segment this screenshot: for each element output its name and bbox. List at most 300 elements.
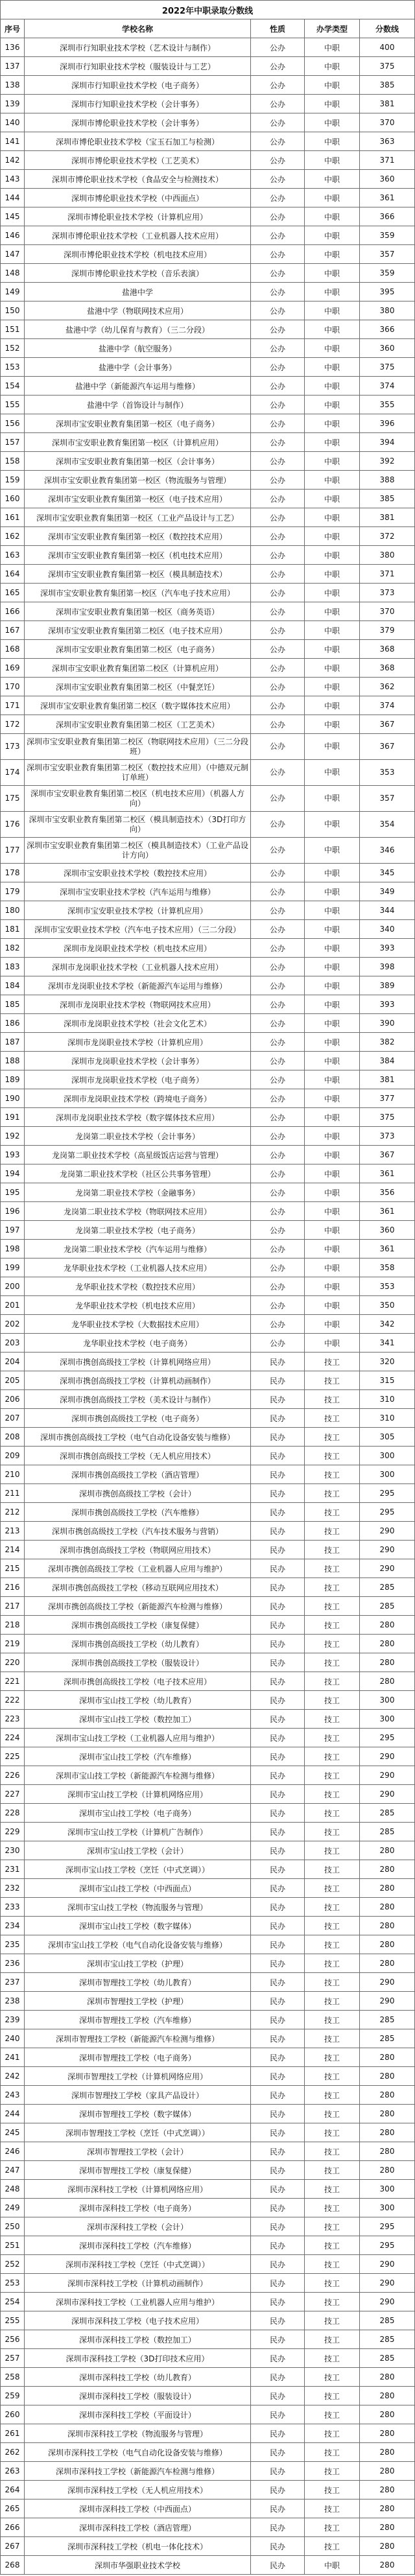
row-number: 225 <box>0 1747 25 1766</box>
table-row <box>0 1710 415 1729</box>
table-row <box>0 2142 415 2161</box>
table-row <box>0 1315 415 1334</box>
school-type: 中职 <box>305 565 360 584</box>
school-type: 技工 <box>305 2349 360 2368</box>
table-row <box>0 490 415 508</box>
school-name: 深圳市宝安职业教育集团第一校区（电子商务） <box>25 414 251 433</box>
school-nature: 公办 <box>251 170 305 189</box>
table-row <box>0 264 415 283</box>
school-nature: 民办 <box>251 1353 305 1371</box>
score-line: 280 <box>360 1917 415 1935</box>
score-line: 374 <box>360 377 415 396</box>
score-line: 285 <box>360 1597 415 1616</box>
school-nature: 民办 <box>251 1917 305 1935</box>
school-nature: 民办 <box>251 2067 305 2086</box>
table-row <box>0 1146 415 1164</box>
score-line: 300 <box>360 1465 415 1484</box>
table-row <box>0 245 415 264</box>
school-name: 盐港中学（物联网技术应用） <box>25 301 251 320</box>
school-nature: 民办 <box>251 2048 305 2067</box>
score-line: 354 <box>360 812 415 838</box>
table-row <box>0 2462 415 2481</box>
school-name: 深圳市深科技工学校（3D打印技术应用） <box>25 2349 251 2368</box>
school-type: 技工 <box>305 2217 360 2236</box>
school-type: 中职 <box>305 358 360 377</box>
score-line: 345 <box>360 864 415 882</box>
school-name: 深圳市智理技工学校（数字媒体） <box>25 2105 251 2123</box>
score-line: 396 <box>360 414 415 433</box>
table-row <box>0 2443 415 2462</box>
school-type: 技工 <box>305 2236 360 2255</box>
header-score: 分数线 <box>360 19 415 38</box>
score-line: 398 <box>360 958 415 976</box>
score-line: 280 <box>360 1879 415 1898</box>
score-line: 290 <box>360 1973 415 1992</box>
school-type: 技工 <box>305 1954 360 1973</box>
school-name: 深圳市宝安职业教育集团第一校区（电子技术应用） <box>25 490 251 508</box>
school-nature: 公办 <box>251 1183 305 1202</box>
school-nature: 民办 <box>251 2311 305 2330</box>
school-nature: 公办 <box>251 1221 305 1240</box>
school-nature: 民办 <box>251 2105 305 2123</box>
table-row <box>0 546 415 565</box>
school-name: 深圳市宝安职业教育集团第一校区（机电技术应用） <box>25 546 251 565</box>
table-row <box>0 1409 415 1428</box>
table-row <box>0 2067 415 2086</box>
row-number: 229 <box>0 1823 25 1841</box>
table-row <box>0 1033 415 1052</box>
school-nature: 民办 <box>251 1371 305 1390</box>
school-name: 深圳市宝安职业教育集团第一校区（商务英语） <box>25 602 251 621</box>
school-type: 中职 <box>305 433 360 452</box>
row-number: 158 <box>0 452 25 471</box>
school-type: 中职 <box>305 864 360 882</box>
row-number: 215 <box>0 1559 25 1578</box>
table-row <box>0 1371 415 1390</box>
table-row <box>0 1541 415 1559</box>
school-type: 中职 <box>305 38 360 57</box>
school-type: 中职 <box>305 396 360 414</box>
school-nature: 公办 <box>251 715 305 734</box>
school-nature: 公办 <box>251 760 305 786</box>
school-nature: 民办 <box>251 2443 305 2462</box>
school-type: 中职 <box>305 490 360 508</box>
school-type: 中职 <box>305 678 360 696</box>
score-line: 381 <box>360 95 415 113</box>
row-number: 138 <box>0 76 25 95</box>
school-name: 深圳市智理技工学校（会计） <box>25 2142 251 2161</box>
school-name: 龙岗第二职业技术学校（会计事务） <box>25 1127 251 1146</box>
score-line: 280 <box>360 1616 415 1635</box>
header-school-name: 学校名称 <box>25 19 251 38</box>
score-line: 392 <box>360 452 415 471</box>
score-line: 285 <box>360 2011 415 2029</box>
row-number: 256 <box>0 2330 25 2349</box>
school-name: 盐港中学（会计事务） <box>25 358 251 377</box>
school-type: 中职 <box>305 1240 360 1258</box>
school-nature: 民办 <box>251 2405 305 2424</box>
row-number: 201 <box>0 1296 25 1315</box>
school-type: 技工 <box>305 1860 360 1879</box>
table-row <box>0 1258 415 1277</box>
score-line: 310 <box>360 1390 415 1409</box>
school-nature: 公办 <box>251 132 305 151</box>
school-type: 中职 <box>305 958 360 976</box>
table-row <box>0 1447 415 1465</box>
table-row <box>0 76 415 95</box>
table-row <box>0 95 415 113</box>
score-line: 285 <box>360 2029 415 2048</box>
row-number: 205 <box>0 1371 25 1390</box>
school-nature: 公办 <box>251 678 305 696</box>
school-name: 深圳市龙岗职业技术学校（机电技术应用） <box>25 939 251 958</box>
row-number: 259 <box>0 2387 25 2405</box>
row-number: 174 <box>0 760 25 786</box>
school-name: 龙岗第二职业技术学校（物联网技术应用） <box>25 1202 251 1221</box>
table-row <box>0 2161 415 2180</box>
row-number: 192 <box>0 1127 25 1146</box>
school-type: 技工 <box>305 1503 360 1522</box>
score-line: 370 <box>360 113 415 132</box>
school-type: 技工 <box>305 2311 360 2330</box>
row-number: 239 <box>0 2011 25 2029</box>
row-number: 152 <box>0 339 25 358</box>
row-number: 161 <box>0 508 25 527</box>
score-line: 395 <box>360 283 415 301</box>
school-name: 深圳市智理技工学校（电子商务） <box>25 2048 251 2067</box>
table-row <box>0 2330 415 2349</box>
row-number: 230 <box>0 1841 25 1860</box>
school-nature: 民办 <box>251 1935 305 1954</box>
score-line: 361 <box>360 1240 415 1258</box>
school-type: 技工 <box>305 2537 360 2556</box>
school-name: 深圳市宝山技工学校（幼儿教育） <box>25 1691 251 1710</box>
row-number: 238 <box>0 1992 25 2011</box>
school-name: 深圳市宝安职业教育集团第二校区（工艺美术） <box>25 715 251 734</box>
row-number: 179 <box>0 882 25 901</box>
school-type: 中职 <box>305 1296 360 1315</box>
score-line: 367 <box>360 1146 415 1164</box>
row-number: 243 <box>0 2086 25 2105</box>
score-line: 280 <box>360 2105 415 2123</box>
table-row <box>0 2481 415 2499</box>
school-type: 中职 <box>305 812 360 838</box>
row-number: 214 <box>0 1541 25 1559</box>
row-number: 173 <box>0 734 25 760</box>
school-type: 中职 <box>305 226 360 245</box>
school-type: 技工 <box>305 1729 360 1747</box>
school-nature: 公办 <box>251 838 305 864</box>
school-type: 技工 <box>305 2274 360 2293</box>
school-name: 深圳市宝山技工学校（计算机广告制作） <box>25 1823 251 1841</box>
school-nature: 公办 <box>251 734 305 760</box>
table-row <box>0 621 415 640</box>
score-line: 389 <box>360 976 415 995</box>
school-nature: 民办 <box>251 1672 305 1691</box>
school-name: 龙岗第二职业技术学校（高星级饭店运营与管理） <box>25 1146 251 1164</box>
table-row <box>0 2274 415 2293</box>
school-name: 深圳市宝安职业教育集团第一校区（模具制造技术） <box>25 565 251 584</box>
score-line: 342 <box>360 1315 415 1334</box>
score-line: 380 <box>360 546 415 565</box>
row-number: 251 <box>0 2236 25 2255</box>
score-line: 300 <box>360 2180 415 2199</box>
row-number: 240 <box>0 2029 25 2048</box>
row-number: 187 <box>0 1033 25 1052</box>
school-name: 深圳市深科技工学校（平面设计） <box>25 2405 251 2424</box>
row-number: 186 <box>0 1014 25 1033</box>
score-line: 385 <box>360 490 415 508</box>
table-row <box>0 786 415 812</box>
school-name: 深圳市智理技工学校（计算机网络应用） <box>25 2067 251 2086</box>
row-number: 209 <box>0 1447 25 1465</box>
school-name: 深圳市携创高级技工学校（无人机应用技术） <box>25 1447 251 1465</box>
school-name: 深圳市宝山技工学校（电气自动化设备安装与维修） <box>25 1935 251 1954</box>
school-type: 技工 <box>305 2048 360 2067</box>
school-type: 技工 <box>305 2387 360 2405</box>
school-nature: 公办 <box>251 1334 305 1353</box>
school-type: 技工 <box>305 2123 360 2142</box>
table-row <box>0 2537 415 2556</box>
score-line: 375 <box>360 57 415 76</box>
school-name: 深圳市宝安职业教育集团第二校区（中餐烹饪） <box>25 678 251 696</box>
school-type: 技工 <box>305 1804 360 1823</box>
row-number: 191 <box>0 1108 25 1127</box>
row-number: 180 <box>0 901 25 920</box>
school-nature: 民办 <box>251 1484 305 1503</box>
score-line: 377 <box>360 1089 415 1108</box>
table-row <box>0 1334 415 1353</box>
school-nature: 民办 <box>251 1841 305 1860</box>
school-name: 深圳市智理技工学校（护理） <box>25 1992 251 2011</box>
row-number: 168 <box>0 640 25 659</box>
school-nature: 民办 <box>251 2518 305 2537</box>
school-name: 深圳市携创高级技工学校（计算机网络应用） <box>25 1353 251 1371</box>
table-row <box>0 414 415 433</box>
table-row <box>0 189 415 207</box>
school-type: 技工 <box>305 2443 360 2462</box>
school-nature: 公办 <box>251 57 305 76</box>
school-type: 技工 <box>305 2330 360 2349</box>
school-nature: 民办 <box>251 1729 305 1747</box>
score-line: 359 <box>360 264 415 283</box>
school-name: 龙华职业技术学校（机电技术应用） <box>25 1296 251 1315</box>
score-line: 300 <box>360 1710 415 1729</box>
school-nature: 民办 <box>251 1710 305 1729</box>
row-number: 227 <box>0 1785 25 1804</box>
table-row <box>0 1277 415 1296</box>
school-name: 深圳市博伦职业技术学校（工艺美术） <box>25 151 251 170</box>
school-name: 深圳市博伦职业技术学校（工业机器人技术应用） <box>25 226 251 245</box>
table-row <box>0 1484 415 1503</box>
school-nature: 民办 <box>251 2349 305 2368</box>
school-nature: 民办 <box>251 1785 305 1804</box>
school-name: 深圳市宝安职业教育集团第二校区（机电技术应用）（机器人方向） <box>25 786 251 812</box>
school-nature: 公办 <box>251 396 305 414</box>
school-nature: 公办 <box>251 995 305 1014</box>
row-number: 181 <box>0 920 25 939</box>
school-nature: 民办 <box>251 1691 305 1710</box>
row-number: 236 <box>0 1954 25 1973</box>
school-name: 深圳市博伦职业技术学校（宝玉石加工与检测） <box>25 132 251 151</box>
school-type: 技工 <box>305 1841 360 1860</box>
school-name: 深圳市深科技工学校（新能源汽车检测与维修） <box>25 2462 251 2481</box>
school-nature: 公办 <box>251 339 305 358</box>
row-number: 164 <box>0 565 25 584</box>
score-line: 280 <box>360 1954 415 1973</box>
table-row <box>0 1240 415 1258</box>
school-name: 深圳市宝安职业教育集团第一校区（数控技术应用） <box>25 527 251 546</box>
table-row <box>0 2011 415 2029</box>
score-line: 290 <box>360 1522 415 1541</box>
score-line: 280 <box>360 1653 415 1672</box>
table-row <box>0 320 415 339</box>
row-number: 250 <box>0 2217 25 2236</box>
school-name: 盐港中学（航空服务） <box>25 339 251 358</box>
school-nature: 民办 <box>251 1973 305 1992</box>
table-row <box>0 1729 415 1747</box>
school-name: 深圳市宝山技工学校（数字媒体） <box>25 1917 251 1935</box>
table-row <box>0 2105 415 2123</box>
score-line: 353 <box>360 760 415 786</box>
school-nature: 民办 <box>251 1898 305 1917</box>
school-type: 中职 <box>305 1014 360 1033</box>
score-line: 280 <box>360 1935 415 1954</box>
table-row <box>0 396 415 414</box>
score-line: 280 <box>360 2443 415 2462</box>
table-row <box>0 2293 415 2311</box>
row-number: 219 <box>0 1635 25 1653</box>
table-row <box>0 1879 415 1898</box>
score-line: 357 <box>360 245 415 264</box>
school-type: 技工 <box>305 2462 360 2481</box>
school-type: 中职 <box>305 976 360 995</box>
school-nature: 民办 <box>251 2499 305 2518</box>
row-number: 233 <box>0 1898 25 1917</box>
school-type: 中职 <box>305 189 360 207</box>
row-number: 157 <box>0 433 25 452</box>
row-number: 222 <box>0 1691 25 1710</box>
table-row <box>0 812 415 838</box>
score-line: 400 <box>360 38 415 57</box>
score-line: 280 <box>360 2161 415 2180</box>
school-type: 技工 <box>305 1785 360 1804</box>
school-type: 中职 <box>305 786 360 812</box>
school-name: 深圳市宝安职业技术学校（数控技术应用） <box>25 864 251 882</box>
school-type: 中职 <box>305 1146 360 1164</box>
school-nature: 民办 <box>251 1766 305 1785</box>
school-type: 中职 <box>305 1221 360 1240</box>
school-name: 深圳市深科技工学校（中西面点） <box>25 2499 251 2518</box>
table-row <box>0 38 415 57</box>
school-nature: 民办 <box>251 1559 305 1578</box>
row-number: 258 <box>0 2368 25 2387</box>
school-type: 中职 <box>305 471 360 490</box>
school-name: 深圳市龙岗职业技术学校（社会文化艺术） <box>25 1014 251 1033</box>
score-line: 373 <box>360 1127 415 1146</box>
row-number: 261 <box>0 2424 25 2443</box>
row-number: 137 <box>0 57 25 76</box>
table-row <box>0 2349 415 2368</box>
score-line: 350 <box>360 1296 415 1315</box>
school-type: 技工 <box>305 1879 360 1898</box>
score-line: 357 <box>360 786 415 812</box>
score-line: 360 <box>360 339 415 358</box>
school-type: 中职 <box>305 207 360 226</box>
table-row <box>0 2311 415 2330</box>
school-nature: 民办 <box>251 1390 305 1409</box>
score-line: 280 <box>360 2537 415 2556</box>
school-type: 中职 <box>305 602 360 621</box>
row-number: 196 <box>0 1202 25 1221</box>
score-line: 366 <box>360 207 415 226</box>
table-row <box>0 1823 415 1841</box>
row-number: 218 <box>0 1616 25 1635</box>
table-row <box>0 1202 415 1221</box>
row-number: 182 <box>0 939 25 958</box>
score-line: 295 <box>360 1503 415 1522</box>
row-number: 234 <box>0 1917 25 1935</box>
table-row <box>0 995 415 1014</box>
school-type: 中职 <box>305 1127 360 1146</box>
school-name: 深圳市携创高级技工学校（物联网应用技术） <box>25 1541 251 1559</box>
school-type: 中职 <box>305 170 360 189</box>
score-line: 366 <box>360 320 415 339</box>
score-line: 360 <box>360 170 415 189</box>
row-number: 155 <box>0 396 25 414</box>
score-line: 285 <box>360 2311 415 2330</box>
row-number: 160 <box>0 490 25 508</box>
school-type: 中职 <box>305 1202 360 1221</box>
table-row <box>0 838 415 864</box>
score-line: 372 <box>360 527 415 546</box>
school-name: 深圳市博伦职业技术学校（中西面点） <box>25 189 251 207</box>
score-line: 280 <box>360 1860 415 1879</box>
school-nature: 公办 <box>251 621 305 640</box>
score-line: 371 <box>360 151 415 170</box>
score-line: 280 <box>360 1841 415 1860</box>
school-nature: 民办 <box>251 2368 305 2387</box>
table-row <box>0 2029 415 2048</box>
table-row <box>0 2499 415 2518</box>
school-nature: 公办 <box>251 696 305 715</box>
row-number: 246 <box>0 2142 25 2161</box>
school-nature: 民办 <box>251 1653 305 1672</box>
school-name: 深圳市智理技工学校（烹饪（中式烹调）） <box>25 2123 251 2142</box>
school-type: 中职 <box>305 1033 360 1052</box>
table-row <box>0 696 415 715</box>
school-type: 技工 <box>305 1747 360 1766</box>
school-nature: 公办 <box>251 207 305 226</box>
score-line: 290 <box>360 1785 415 1804</box>
school-type: 技工 <box>305 2161 360 2180</box>
school-type: 中职 <box>305 838 360 864</box>
school-name: 深圳市龙岗职业技术学校（跨境电子商务） <box>25 1089 251 1108</box>
row-number: 166 <box>0 602 25 621</box>
row-number: 263 <box>0 2462 25 2481</box>
school-name: 深圳市宝安职业教育集团第一校区（物流服务与管理） <box>25 471 251 490</box>
school-nature: 民办 <box>251 1522 305 1541</box>
table-row <box>0 1841 415 1860</box>
row-number: 169 <box>0 659 25 678</box>
score-line: 300 <box>360 1447 415 1465</box>
school-nature: 公办 <box>251 659 305 678</box>
school-nature: 公办 <box>251 301 305 320</box>
school-type: 中职 <box>305 1089 360 1108</box>
score-line: 305 <box>360 1428 415 1447</box>
score-line: 285 <box>360 1823 415 1841</box>
school-name: 深圳市宝山技工学校（护理） <box>25 1954 251 1973</box>
